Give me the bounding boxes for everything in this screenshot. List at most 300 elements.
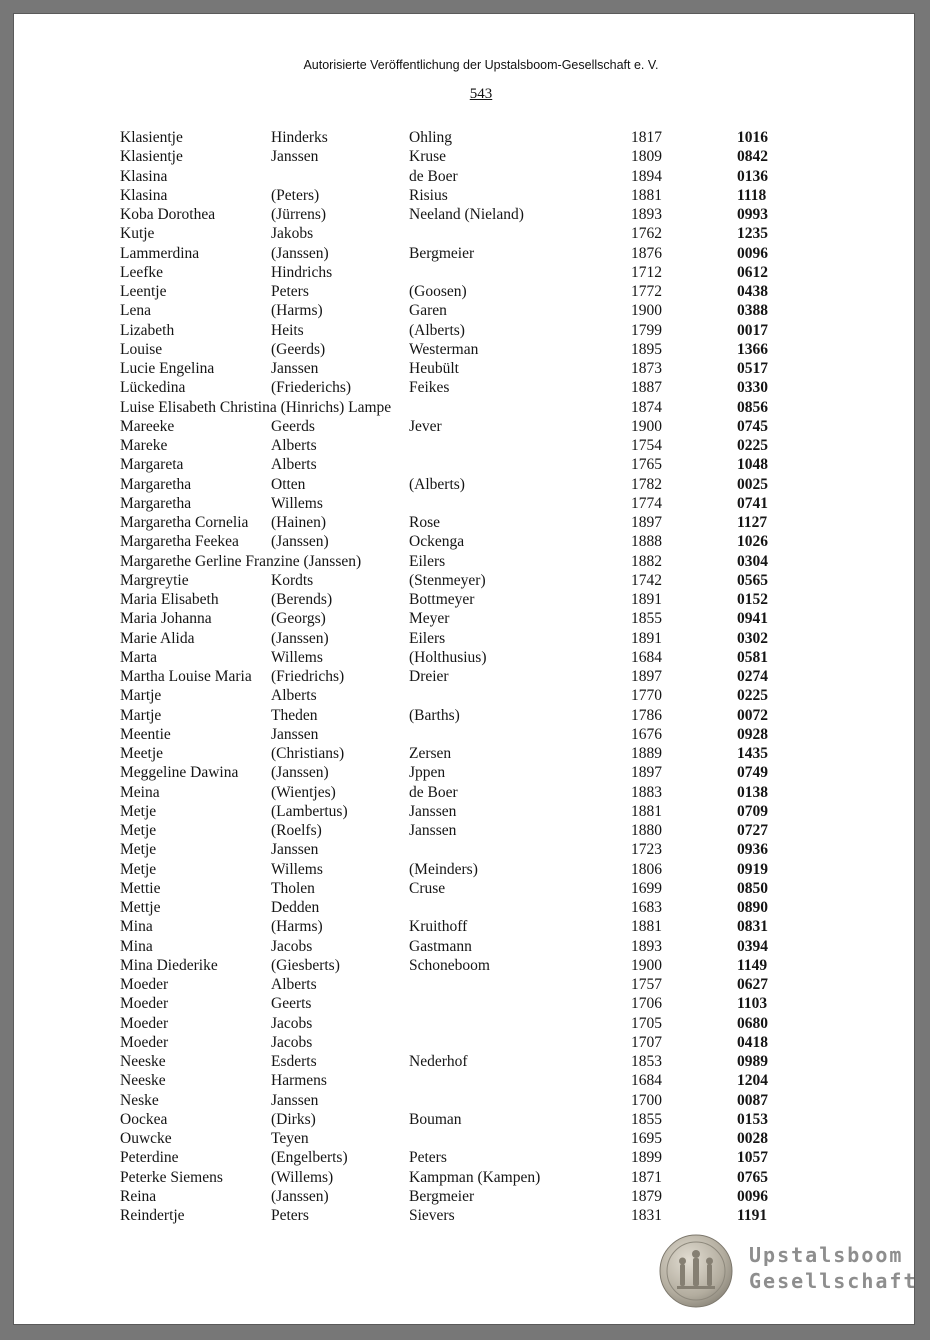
patronymic: Alberts [271,687,317,705]
surname: (Alberts) [409,475,465,493]
patronymic: Janssen [271,1091,319,1109]
register-list [14,128,914,1225]
list-item [14,378,914,397]
year: 1806 [631,860,662,878]
record-number: 0225 [737,687,768,705]
patronymic: Heits [271,321,304,339]
patronymic: Jacobs [271,1033,313,1051]
given-name: Klasientje [120,148,183,166]
record-number: 0612 [737,263,768,281]
given-name: Peterke Siemens [120,1168,223,1186]
list-item [14,282,914,301]
given-name: Peterdine [120,1149,179,1167]
year: 1882 [631,552,662,570]
patronymic: (Geerds) [271,340,326,358]
given-name: Margareta [120,456,184,474]
given-name: Mina Diederike [120,956,218,974]
surname: Ockenga [409,533,465,551]
year: 1706 [631,995,662,1013]
society-logo [659,1234,919,1314]
given-name: Ouwcke [120,1130,172,1147]
list-item [14,648,914,667]
surname: Bergmeier [409,244,475,262]
record-number: 0727 [737,822,768,839]
record-number: 1103 [737,995,768,1013]
list-item [14,783,914,802]
surname: Zersen [409,745,452,762]
patronymic: Alberts [271,456,317,474]
patronymic: Geerds [271,417,315,435]
year: 1883 [631,783,662,801]
given-name: Martha Louise Maria [120,668,252,685]
record-number: 1435 [737,745,768,762]
year: 1879 [631,1187,662,1205]
surname: Peters [409,1149,447,1167]
patronymic: Peters [271,283,309,300]
patronymic: Janssen [271,725,319,743]
list-item [14,513,914,532]
patronymic: (Dirks) [271,1110,316,1128]
patronymic: (Friederichs) [271,379,352,397]
year: 1684 [631,648,662,666]
patronymic: Jacobs [271,1014,313,1032]
given-name: Leefke [120,263,164,281]
given-name: Mettie [120,879,161,897]
record-number: 0581 [737,648,768,666]
patronymic: (Janssen) [271,629,329,647]
year: 1772 [631,283,662,300]
list-item [14,590,914,609]
year: 1897 [631,668,662,685]
list-item [14,667,914,686]
year: 1683 [631,899,662,916]
list-item [14,1091,914,1110]
year: 1881 [631,802,662,820]
list-item [14,1187,914,1206]
patronymic: (Harms) [271,918,323,936]
patronymic: Alberts [271,437,317,454]
year: 1809 [631,148,662,166]
surname: Jever [409,417,442,435]
society-name [749,1242,918,1294]
list-item [14,629,914,648]
year: 1897 [631,764,662,782]
record-number: 0394 [737,937,768,955]
given-name: Meina [120,783,160,801]
surname: Eilers [409,552,446,570]
surname: (Alberts) [409,321,465,339]
year: 1676 [631,725,662,743]
surname: Nederhof [409,1053,468,1070]
year: 1699 [631,879,662,897]
year: 1786 [631,706,662,724]
list-item [14,802,914,821]
surname: Dreier [409,668,449,685]
year: 1889 [631,745,662,762]
list-item [14,475,914,494]
given-name: Marie Alida [120,629,195,647]
given-name: Mina [120,918,153,936]
given-name: Margaretha [120,494,192,512]
given-name: Maria Johanna [120,610,212,628]
patronymic: (Hainen) [271,514,327,531]
year: 1881 [631,186,662,204]
given-name: Martje [120,687,162,705]
surname: Jppen [409,764,446,782]
patronymic: Kordts [271,571,314,589]
patronymic: (Harms) [271,302,323,320]
year: 1855 [631,1110,662,1128]
publication-header: Autorisierte Veröffentlichung der Upstalsboom-Gesellschaft e. V. [303,58,659,72]
given-name: Metje [120,802,157,820]
patronymic: Willems [271,494,323,512]
year: 1757 [631,976,662,993]
surname: (Barths) [409,706,460,724]
surname: Eilers [409,629,446,647]
document-page [14,14,918,1324]
list-item [14,937,914,956]
year: 1765 [631,456,662,474]
year: 1891 [631,629,662,647]
record-number: 0765 [737,1168,768,1186]
record-number: 0842 [737,148,768,166]
patronymic: Alberts [271,976,317,993]
list-item [14,1033,914,1052]
list-item [14,1129,914,1148]
patronymic: (Janssen) [271,1187,329,1205]
surname: Janssen [409,822,457,839]
list-item [14,917,914,936]
given-name: Lizabeth [120,321,175,339]
surname: Ohling [409,129,453,146]
patronymic: Theden [271,706,318,724]
record-number: 0627 [737,976,768,993]
list-item [14,1110,914,1129]
surname: de Boer [409,783,458,801]
surname: Bottmeyer [409,591,475,608]
record-number: 0225 [737,437,768,454]
year: 1695 [631,1130,662,1147]
list-item [14,706,914,725]
record-number: 0438 [737,283,768,300]
record-number: 0993 [737,206,768,223]
society-name-line2: Gesellschaft [749,1269,918,1293]
year: 1891 [631,591,662,608]
year: 1893 [631,937,662,955]
list-item [14,552,914,571]
given-name: Metje [120,860,157,878]
year: 1900 [631,302,662,320]
patronymic: Janssen [271,148,319,166]
patronymic: (Janssen) [271,533,329,551]
year: 1684 [631,1072,662,1090]
list-item [14,244,914,263]
record-number: 0741 [737,494,768,512]
year: 1855 [631,610,662,628]
list-item [14,840,914,859]
given-name: Metje [120,822,157,839]
given-name: Martje [120,706,162,724]
record-number: 0928 [737,725,768,743]
patronymic: Teyen [271,1130,309,1147]
given-name: Margaretha Cornelia [120,514,249,531]
record-number: 0152 [737,591,768,608]
record-number: 0709 [737,802,768,820]
surname: Feikes [409,379,450,397]
list-item [14,1168,914,1187]
given-name: Oockea [120,1110,168,1128]
given-name: Mareeke [120,417,175,435]
given-name: Lückedina [120,379,186,397]
surname: Gastmann [409,937,472,955]
year: 1888 [631,533,662,551]
year: 1799 [631,321,662,339]
list-item [14,994,914,1013]
given-name: Luise Elisabeth Christina (Hinrichs) Lampe [120,398,392,416]
record-number: 0087 [737,1091,768,1109]
record-number: 0919 [737,860,768,878]
patronymic: (Lambertus) [271,802,348,820]
patronymic: Peters [271,1207,309,1224]
given-name: Neeske [120,1053,166,1070]
year: 1762 [631,225,662,243]
surname: Kampman (Kampen) [409,1168,541,1186]
list-item [14,263,914,282]
list-item [14,224,914,243]
surname: Westerman [409,340,479,358]
patronymic: Geerts [271,995,312,1013]
record-number: 0025 [737,475,768,493]
year: 1700 [631,1091,662,1109]
record-number: 0745 [737,417,768,435]
list-item [14,1052,914,1071]
list-item [14,879,914,898]
list-item [14,128,914,147]
given-name: Moeder [120,1014,169,1032]
given-name: Mina [120,937,153,955]
record-number: 1366 [737,340,768,358]
list-item [14,956,914,975]
surname: Heubült [409,360,459,377]
given-name: Moeder [120,1033,169,1051]
year: 1853 [631,1053,662,1070]
patronymic: Dedden [271,899,320,916]
patronymic: (Giesberts) [271,956,340,974]
surname: Risius [409,186,448,204]
year: 1774 [631,494,662,512]
given-name: Klasina [120,167,168,185]
record-number: 0096 [737,1187,768,1205]
seal-emblem-icon [659,1234,733,1308]
record-number: 0138 [737,783,768,801]
list-item [14,340,914,359]
year: 1900 [631,956,662,974]
year: 1742 [631,571,662,589]
record-number: 1048 [737,456,768,474]
patronymic: Willems [271,860,323,878]
given-name: Meentie [120,725,171,743]
year: 1895 [631,340,662,358]
list-item [14,147,914,166]
surname: Schoneboom [409,956,490,974]
surname: Kruithoff [409,918,468,936]
surname: Bergmeier [409,1187,475,1205]
given-name: Moeder [120,995,169,1013]
record-number: 0680 [737,1014,768,1032]
surname: Garen [409,302,447,320]
surname: Janssen [409,802,457,820]
given-name: Kutje [120,225,155,243]
given-name: Margaretha Feekea [120,533,239,551]
patronymic: (Engelberts) [271,1149,348,1167]
year: 1782 [631,475,662,493]
given-name: Margaretha [120,475,192,493]
year: 1900 [631,417,662,435]
list-item [14,455,914,474]
patronymic: Jakobs [271,225,314,243]
patronymic: Jacobs [271,937,313,955]
given-name: Mettje [120,899,161,916]
patronymic: (Jürrens) [271,206,327,223]
given-name: Lena [120,302,151,320]
surname: Meyer [409,610,450,628]
record-number: 0153 [737,1110,768,1128]
record-number: 0096 [737,244,768,262]
page-number: 543 [469,86,493,102]
given-name: Meetje [120,745,164,762]
record-number: 0330 [737,379,768,397]
record-number: 1127 [737,514,768,531]
record-number: 0388 [737,302,768,320]
record-number: 0936 [737,841,768,859]
record-number: 0941 [737,610,768,628]
year: 1880 [631,822,662,839]
given-name: Margarethe Gerline Franzine (Janssen) [120,552,362,570]
patronymic: (Roelfs) [271,822,322,839]
given-name: Mareke [120,437,168,454]
list-item [14,494,914,513]
year: 1881 [631,918,662,936]
list-item [14,609,914,628]
record-number: 1026 [737,533,768,551]
given-name: Meggeline Dawina [120,764,239,782]
record-number: 0418 [737,1033,768,1051]
patronymic: Hindrichs [271,263,333,281]
surname: (Goosen) [409,283,467,300]
record-number: 0989 [737,1053,768,1070]
given-name: Margreytie [120,571,189,589]
patronymic: (Janssen) [271,244,329,262]
given-name: Lammerdina [120,244,200,262]
patronymic: Tholen [271,879,315,897]
year: 1874 [631,398,662,416]
record-number: 1191 [737,1207,768,1224]
list-item [14,821,914,840]
surname: (Holthusius) [409,648,487,666]
record-number: 0136 [737,167,768,185]
list-item [14,436,914,455]
given-name: Marta [120,648,158,666]
patronymic: (Janssen) [271,764,329,782]
given-name: Reina [120,1187,157,1205]
society-name-line1: Upstalsboom [749,1243,904,1267]
year: 1770 [631,687,662,705]
record-number: 1149 [737,956,768,974]
year: 1876 [631,244,662,262]
patronymic: (Peters) [271,186,320,204]
patronymic: Hinderks [271,129,328,146]
given-name: Maria Elisabeth [120,591,219,608]
surname: (Stenmeyer) [409,571,486,589]
list-item [14,321,914,340]
list-item [14,686,914,705]
surname: Cruse [409,879,446,897]
list-item [14,1148,914,1167]
year: 1817 [631,129,662,146]
record-number: 0302 [737,629,768,647]
record-number: 0831 [737,918,768,936]
surname: (Meinders) [409,860,478,878]
patronymic: Esderts [271,1053,317,1070]
patronymic: (Willems) [271,1168,334,1186]
record-number: 0304 [737,552,768,570]
record-number: 0850 [737,879,768,897]
list-item [14,744,914,763]
list-item [14,571,914,590]
list-item [14,860,914,879]
surname: Bouman [409,1110,462,1128]
year: 1894 [631,167,662,185]
patronymic: (Wientjes) [271,783,336,801]
patronymic: Janssen [271,360,319,377]
list-item [14,205,914,224]
year: 1754 [631,437,662,454]
year: 1897 [631,514,662,531]
given-name: Klasientje [120,129,183,146]
given-name: Koba Dorothea [120,206,216,223]
year: 1899 [631,1149,662,1167]
given-name: Neske [120,1091,159,1109]
record-number: 0274 [737,668,768,685]
surname: Sievers [409,1207,455,1224]
list-item [14,417,914,436]
surname: Rose [409,514,440,531]
record-number: 0565 [737,571,768,589]
list-item [14,359,914,378]
record-number: 0856 [737,398,768,416]
record-number: 1235 [737,225,768,243]
surname: Neeland (Nieland) [409,206,524,223]
patronymic: (Berends) [271,591,333,608]
given-name: Moeder [120,976,169,993]
list-item [14,975,914,994]
record-number: 1057 [737,1149,768,1167]
list-item [14,301,914,320]
record-number: 0072 [737,706,768,724]
year: 1873 [631,360,662,377]
record-number: 1204 [737,1072,768,1090]
record-number: 0749 [737,764,768,782]
list-item [14,763,914,782]
patronymic: (Christians) [271,745,345,762]
list-item [14,398,914,417]
year: 1871 [631,1168,662,1186]
record-number: 0517 [737,360,768,377]
patronymic: (Friedrichs) [271,668,345,685]
given-name: Louise [120,340,163,358]
record-number: 0890 [737,899,768,916]
list-item [14,186,914,205]
